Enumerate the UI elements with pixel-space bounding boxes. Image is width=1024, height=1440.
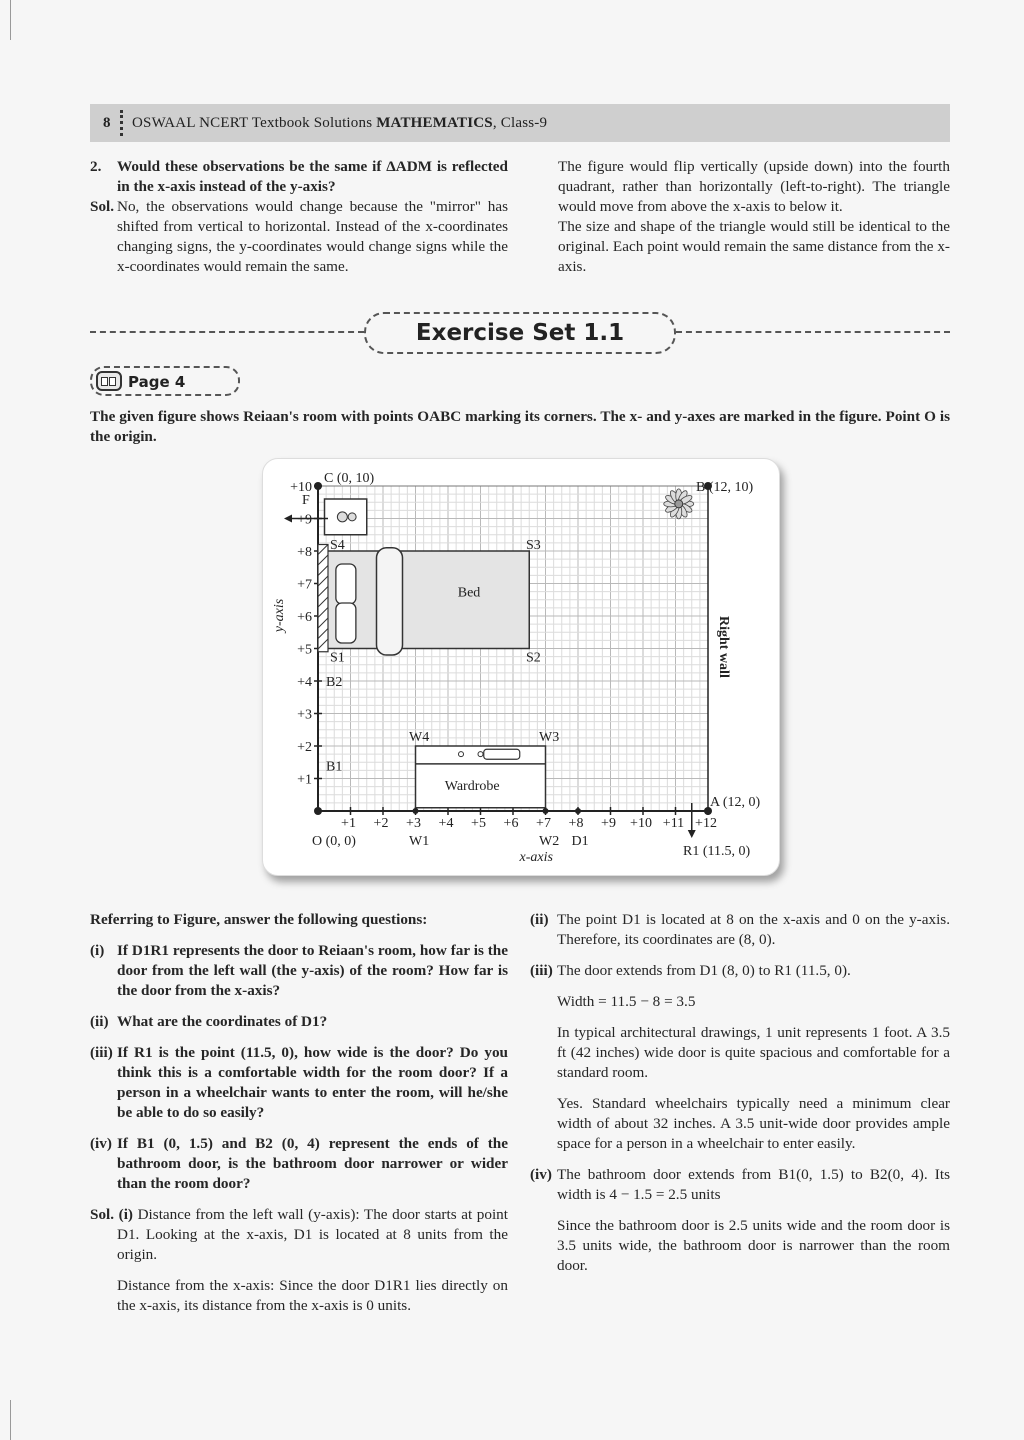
plant-center [675,500,683,508]
y-axis-label: y-axis [272,598,287,633]
right-wall-label: Right wall [716,616,731,678]
bed-pillow [336,603,356,643]
label-w2: W2 [539,834,560,849]
x-tick-label: +7 [536,816,551,831]
label-b: B (12, 10) [696,480,754,495]
question-item: (iv) If B1 (0, 1.5) and B2 (0, 4) represent the ends of the bathroom door, is the bathroom door narrower or wider than the room door? [90,1135,508,1192]
lamp-shape [337,512,347,522]
prev-right-para-1: The figure would flip vertically (upside down) into the fourth quadrant, rather than horizontally (left-to-right). The triangle would move from above the x-axis to below it. [558,158,950,215]
x-tick-label: +3 [406,816,421,831]
label-s3: S3 [526,538,541,553]
point-marker [575,808,581,814]
label-b2: B2 [326,674,343,690]
point-marker [413,808,419,814]
x-tick-label: +2 [373,816,389,831]
label-o: O (0, 0) [312,834,356,849]
y-tick-label: +2 [297,740,312,755]
label-s4: S4 [330,538,345,553]
y-tick-label: +5 [297,642,312,658]
answer-iv-p2: Since the bathroom door is 2.5 units wide and the room door is 3.5 units wide, the bathroom door is narrower than the room door. [557,1217,950,1274]
label-w4: W4 [409,730,430,746]
x-tick-label: +9 [601,816,616,831]
prev-question-text: 2. Would these observations be the same if ΔADM is reflected in the x-axis instead of the y-axis? [90,158,508,195]
header-title: OSWAAL NCERT Textbook Solutions MATHEMATICS, Class-9 [132,115,548,131]
page-number: 8 [103,115,111,131]
answer-iii: (iii) The door extends from D1 (8, 0) to R1 (11.5, 0). [530,962,851,979]
x-tick-label: +10 [630,816,652,831]
label-d1: D1 [571,834,589,849]
x-tick-label: +8 [568,816,584,831]
label-s2: S2 [526,650,541,666]
room-figure-svg [263,459,781,877]
point-marker [314,807,322,815]
label-f: F [302,492,310,508]
page-header [90,104,950,142]
label-w3: W3 [539,730,560,746]
questions-column [90,910,508,1327]
prev-question-left [90,157,508,277]
question-item: (iii) If R1 is the point (11.5, 0), how wide is the door? Do you think this is a comfortable width for the room door? If a person in a wheelchair wants to enter the room, will he/she be able to do so easily? [90,1044,508,1121]
x-axis-label: x-axis [519,850,553,865]
exercise-title: Exercise Set 1.1 [364,312,676,354]
y-tick-label: +4 [297,675,312,690]
x-tick-label: +4 [438,816,454,831]
y-tick-label: +7 [297,577,312,593]
y-tick-label: +1 [297,772,312,788]
answers-column [530,910,950,1287]
y-tick-label: +3 [297,707,312,723]
lamp-shape [348,513,356,521]
label-c: C (0, 10) [324,471,375,486]
r1-arrow-head [688,830,696,838]
label-s1: S1 [330,650,345,666]
answer-ii: (ii) The point D1 is located at 8 on the x-axis and 0 on the y-axis. Therefore, its coordinates are (8, 0). [530,911,950,948]
label-wardrobe: Wardrobe [444,778,500,794]
crop-mark-top [10,0,11,40]
x-tick-label: +1 [341,816,356,831]
label-bed: Bed [457,585,481,601]
label-a: A (12, 0) [710,795,761,810]
bed-blanket-fold [377,548,403,655]
question-item: (i) If D1R1 represents the door to Reiaan's room, how far is the door from the left wall (the y-axis) of the room? How far is the door from the x-axis? [90,942,508,999]
header-subject: MATHEMATICS [376,115,493,131]
header-divider [120,110,123,136]
y-tick-label: +6 [297,610,312,625]
solution-i: Sol. (i) Distance from the left wall (y-axis): The door starts at point D1. Looking at the x-axis, D1 is located at 8 units from the origin. [90,1206,508,1263]
prev-question-right [558,157,950,277]
answer-iii-p2: In typical architectural drawings, 1 unit represents 1 foot. A 3.5 ft (42 inches) wide door is quite spacious and comfortable for a standard room. [557,1024,950,1081]
answer-iii-p3: Yes. Standard wheelchairs typically need a minimum clear width of about 32 inches. A 3.5 unit-wide door provides ample space for a person in a wheelchair to enter easily. [557,1095,950,1152]
f-arrow-head [284,515,292,523]
y-tick-label: +10 [290,480,312,495]
bed-pillow [336,564,356,604]
section-divider-left [90,331,364,333]
y-tick-label: +8 [297,545,312,560]
room-figure [262,458,780,876]
solution-i-p2: Distance from the x-axis: Since the door D1R1 lies directly on the x-axis, its distance from the x-axis is 0 units. [117,1277,508,1314]
point-marker [543,808,549,814]
point-marker [314,482,322,490]
x-tick-label: +12 [695,816,717,831]
label-r1: R1 (11.5, 0) [683,844,751,859]
y-tick-label: +9 [297,512,312,528]
section-divider-right [676,331,950,333]
answer-iii-width: Width = 11.5 − 8 = 3.5 [557,993,696,1010]
book-icon [96,371,122,391]
question-item: (ii) What are the coordinates of D1? [90,1013,328,1030]
page-reference-tag [90,366,240,396]
x-tick-label: +6 [503,816,519,831]
questions-heading: Referring to Figure, answer the following questions: [90,911,428,928]
answer-iv: (iv) The bathroom door extends from B1(0, 1.5) to B2(0, 4). Its width is 4 − 1.5 = 2.5 units [530,1166,950,1203]
wardrobe-knob [459,752,464,757]
label-b1: B1 [326,759,343,775]
crop-mark-bottom [10,1400,11,1440]
wardrobe-knob [478,752,483,757]
wardrobe-item [484,749,520,759]
x-tick-label: +5 [471,816,486,831]
page-reference-label: Page 4 [128,373,186,391]
label-w1: W1 [409,834,430,849]
prev-right-para-2: The size and shape of the triangle would still be identical to the original. Each point would remain the same distance from the x-axis. [558,218,950,275]
x-tick-label: +11 [662,816,685,831]
prev-solution-text: Sol. No, the observations would change because the "mirror" has shifted from vertical to horizontal. Instead of the x-coordinates changing signs, the y-coordinates would change signs while the x-coordinates would remain the same. [90,198,508,275]
figure-intro: The given figure shows Reiaan's room with points OABC marking its corners. The x- and y-axes are marked in the figure. Point O is the origin. [90,408,950,445]
